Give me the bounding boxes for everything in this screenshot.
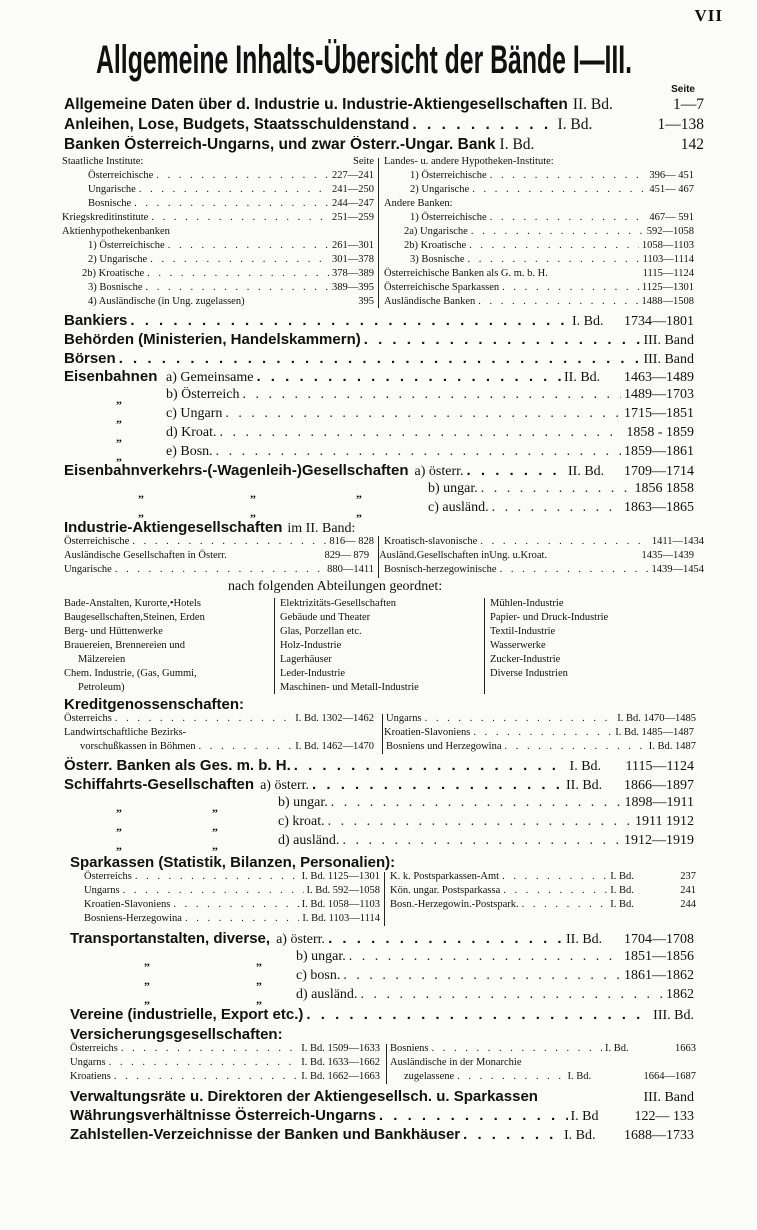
bank-row[interactable]: 1) Österreichische . . . 261—301 — [62, 240, 374, 254]
column-divider — [378, 158, 379, 308]
category-item[interactable]: Diverse Industrien — [490, 668, 568, 679]
bank-row[interactable]: 2a) Ungarische . . . 592—1058 — [384, 226, 694, 240]
toc-sub-schiff-d[interactable]: d) ausländ. . . . 1912—1919 — [278, 833, 694, 849]
toc-sub-evg-c[interactable]: c) ausländ. . . . 1863—1865 — [428, 500, 694, 516]
list-item[interactable]: Landwirtschaftliche Bezirks- Kroatien-Slavoniens . . . I. Bd. 1485—1487 — [64, 727, 694, 741]
toc-entry-vereine[interactable]: Vereine (industrielle, Export etc.) . . . III. Bd. — [70, 1006, 694, 1024]
kredit-list — [64, 713, 694, 755]
bank-row[interactable]: Landes- u. andere Hypotheken-Institute: — [384, 156, 554, 167]
entry-label: Anleihen, Lose, Budgets, Staatsschuldenstand — [64, 116, 410, 133]
category-item[interactable]: Holz-Industrie — [280, 640, 342, 651]
category-item[interactable]: Lagerhäuser — [280, 654, 332, 665]
list-item[interactable]: Kroatiens . . . I. Bd. 1662—1663 zugelassene . . . I. Bd. 1664—1687 — [70, 1071, 696, 1085]
ditto-mark: „ — [116, 411, 122, 425]
ditto-mark: „ — [144, 954, 150, 968]
list-item[interactable]: Ungarns . . . I. Bd. 1633—1662 Ausländische in der Monarchie — [70, 1057, 696, 1071]
ditto-mark: „ — [212, 838, 218, 852]
ditto-mark: „ — [256, 954, 262, 968]
ditto-mark: „ — [144, 973, 150, 987]
toc-sub-evg-b[interactable]: b) ungar. . . . 1856 1858 — [428, 481, 694, 497]
toc-entry-waehrung[interactable]: Währungsverhältnisse Österreich-Ungarns . . . I. Bd 122— 133 — [70, 1107, 694, 1125]
toc-entry-bankiers[interactable]: Bankiers . . . I. Bd. 1734—1801 — [64, 312, 694, 330]
list-item[interactable]: Ausländische Gesellschaften in Österr. 829— 879 Ausländ.Gesellschaften inUng. u.Kroat. 1435—1439 — [64, 550, 694, 561]
toc-sub-transport-b[interactable]: b) ungar. . . . 1851—1856 — [296, 949, 694, 965]
bank-row[interactable]: Österreichische Sparkassen . . . 1125—1301 — [384, 282, 694, 296]
bank-row[interactable]: 2b) Kroatische . . . 378—389 — [62, 268, 374, 282]
toc-entry-schiffahrt[interactable]: Schiffahrts-Gesellschaften a) österr. . . . II. Bd. 1866—1897 — [64, 776, 694, 794]
category-item[interactable]: Brauereien, Brennereien und — [64, 640, 185, 651]
column-divider — [382, 714, 383, 754]
ditto-mark: „ — [116, 800, 122, 814]
ditto-mark: „ — [138, 486, 144, 500]
toc-sub-eisenbahn-b[interactable]: b) Österreich . . . 1489—1703 — [166, 387, 694, 403]
ditto-mark: „ — [212, 800, 218, 814]
banks-right-column — [384, 156, 694, 310]
toc-entry-gmbh[interactable]: Österr. Banken als Ges. m. b. H. . . . I. Bd. 1115—1124 — [64, 757, 694, 775]
bank-row[interactable]: 2b) Kroatische . . . 1058—1103 — [384, 240, 694, 254]
banks-left-column — [62, 156, 374, 310]
toc-entry-transport[interactable]: Transportanstalten, diverse, a) österr. . . . II. Bd. 1704—1708 — [70, 930, 694, 948]
list-item[interactable]: vorschußkassen in Böhmen . . . I. Bd. 1462—1470 Bosniens und Herzegowina . . . I. Bd. 1487 — [64, 741, 694, 755]
category-item[interactable]: Wasserwerke — [490, 640, 546, 651]
industrie-categories-1 — [64, 598, 274, 696]
bank-row[interactable]: Österreichische Banken als G. m. b. H. 1115—1124 — [384, 268, 694, 279]
category-item[interactable]: Berg- und Hüttenwerke — [64, 626, 163, 637]
entry-volume: II. Bd. — [572, 96, 613, 113]
versicherung-list — [70, 1043, 696, 1085]
ditto-mark: „ — [250, 486, 256, 500]
category-item[interactable]: Textil-Industrie — [490, 626, 556, 637]
toc-entry-anleihen[interactable] — [64, 116, 704, 134]
entry-pages: 142 — [680, 136, 704, 153]
bank-row[interactable]: 1) Österreichische . . . 396— 451 — [384, 170, 694, 184]
entry-pages: 1—7 — [673, 96, 704, 113]
list-item[interactable]: Ungarische . . . 880—1411 Bosnisch-herzegowinische . . . 1439—1454 — [64, 564, 694, 578]
ditto-mark: „ — [116, 838, 122, 852]
ditto-mark: „ — [256, 992, 262, 1006]
toc-sub-transport-c[interactable]: c) bosn. . . . 1861—1862 — [296, 968, 694, 984]
toc-sub-schiff-c[interactable]: c) kroat. . . . 1911 1912 — [278, 814, 694, 830]
toc-entry-zahlstellen[interactable]: Zahlstellen-Verzeichnisse der Banken und Bankhäuser . . . I. Bd. 1688—1733 — [70, 1126, 694, 1144]
list-item[interactable]: Bosniens-Herzegowina . . . I. Bd. 1103—1114 — [84, 913, 696, 927]
column-divider — [386, 1044, 387, 1084]
column-divider — [484, 598, 485, 694]
list-item[interactable]: Österreichs . . . I. Bd. 1302—1462 Ungarns . . . I. Bd. 1470—1485 — [64, 713, 694, 727]
page-number: VII — [694, 6, 723, 25]
entry-label: Allgemeine Daten über d. Industrie u. Industrie-Aktiengesellschaften — [64, 96, 568, 113]
category-item[interactable]: Papier- und Druck-Industrie — [490, 612, 609, 623]
category-item[interactable]: Petroleum) — [78, 682, 125, 693]
category-item[interactable]: Maschinen- und Metall-Industrie — [280, 682, 419, 693]
ditto-mark: „ — [212, 819, 218, 833]
ditto-mark: „ — [356, 486, 362, 500]
toc-entry-allgemeine[interactable] — [64, 96, 704, 114]
ditto-mark: „ — [116, 392, 122, 406]
industrie-note: nach folgenden Abteilungen geordnet: — [228, 579, 443, 594]
kredit-heading[interactable]: Kreditgenossenschaften: — [64, 696, 245, 713]
toc-entry-verwaltungsraete[interactable]: Verwaltungsräte u. Direktoren der Aktiengesellsch. u. Sparkassen III. Band — [70, 1088, 694, 1105]
ditto-mark: „ — [116, 430, 122, 444]
bank-row[interactable]: Andere Banken: — [384, 198, 453, 209]
list-item[interactable]: Österreichs . . . I. Bd. 1125—1301 K. k. Postsparkassen-Amt . . . I. Bd. 237 — [84, 871, 696, 885]
ditto-mark: „ — [116, 819, 122, 833]
bank-row[interactable]: 3) Bosnische . . . 389—395 — [62, 282, 374, 296]
sparkassen-heading[interactable]: Sparkassen (Statistik, Bilanzen, Personalien): — [70, 854, 396, 871]
list-item[interactable]: Österreichs . . . I. Bd. 1509—1633 Bosniens . . . I. Bd. 1663 — [70, 1043, 696, 1057]
toc-entry-boersen[interactable]: Börsen . . . III. Band — [64, 350, 694, 368]
page-title: Allgemeine Inhalts-Übersicht der Bände I—III. — [96, 38, 633, 82]
ditto-mark: „ — [138, 505, 144, 519]
bank-row[interactable]: Ausländische Banken . . . 1488—1508 — [384, 296, 694, 310]
list-item[interactable]: Kroatien-Slavoniens . . . I. Bd. 1058—1103 Bosn.-Herzegowin.-Postspark. . . . I. Bd. 244 — [84, 899, 696, 913]
toc-sub-eisenbahn-d[interactable]: d) Kroat. . . . 1858 - 1859 — [166, 425, 694, 441]
toc-entry-eisenbahnverkehr[interactable]: Eisenbahnverkehrs-(-Wagenleih-)Gesellschaften a) österr. . . . II. Bd. 1709—1714 — [64, 462, 694, 480]
bank-row[interactable]: Österreichische . . . 227—241 — [62, 170, 374, 184]
category-item[interactable]: Mühlen-Industrie — [490, 598, 564, 609]
entry-volume: I. Bd. — [557, 116, 593, 133]
category-item[interactable]: Leder-Industrie — [280, 668, 346, 679]
toc-sub-transport-d[interactable]: d) ausländ. . . . 1862 — [296, 987, 694, 1003]
entry-pages: 1—138 — [657, 116, 704, 133]
toc-entry-banken[interactable] — [64, 136, 704, 154]
industrie-heading[interactable]: Industrie-Aktiengesellschaften im II. Band: — [64, 519, 356, 536]
category-item[interactable]: Baugesellschaften,Steinen, Erden — [64, 612, 205, 623]
entry-label: Banken Österreich-Ungarns, und zwar Österr.-Ungar. Bank — [64, 136, 496, 153]
bank-row[interactable]: Ungarische . . . 241—250 — [62, 184, 374, 198]
category-item[interactable]: Elektrizitäts-Gesellschaften — [280, 598, 397, 609]
toc-sub-eisenbahn-e[interactable]: e) Bosn. . . . 1859—1861 — [166, 444, 694, 460]
category-item[interactable]: Glas, Porzellan etc. — [280, 626, 362, 637]
leader-dots — [412, 116, 554, 134]
bank-row[interactable]: Kriegskreditinstitute . . . 251—259 — [62, 212, 374, 226]
category-item[interactable]: Gebäude und Theater — [280, 612, 371, 623]
bank-row[interactable]: Bosnische . . . 244—247 — [62, 198, 374, 212]
sparkassen-list — [84, 871, 696, 927]
seite-header: Seite — [671, 84, 695, 95]
bank-row[interactable]: 4) Ausländische (in Ung. zugelassen) 395 — [88, 296, 374, 307]
column-divider — [378, 536, 379, 578]
ditto-mark: „ — [144, 992, 150, 1006]
toc-sub-eisenbahn-c[interactable]: c) Ungarn . . . 1715—1851 — [166, 406, 694, 422]
ditto-mark: „ — [356, 505, 362, 519]
category-item[interactable]: Zucker-Industrie — [490, 654, 561, 665]
bank-row[interactable]: 3) Bosnische . . . 1103—1114 — [384, 254, 694, 268]
bank-row[interactable]: Aktienhypothekenbanken — [62, 226, 170, 237]
toc-sub-schiff-b[interactable]: b) ungar. . . . 1898—1911 — [278, 795, 694, 811]
list-item[interactable]: Österreichische . . . 816— 828 Kroatisch-slavonische . . . 1411—1434 — [64, 536, 694, 550]
column-divider — [384, 872, 385, 926]
versicherung-heading[interactable]: Versicherungsgesellschaften: — [70, 1026, 283, 1043]
industrie-list — [64, 536, 704, 578]
ditto-mark: „ — [250, 505, 256, 519]
category-item[interactable]: Bade-Anstalten, Kurorte,•Hotels — [64, 598, 201, 609]
list-item[interactable]: Ungarns . . . I. Bd. 592—1058 Kön. ungar. Postsparkassa . . . I. Bd. 241 — [84, 885, 696, 899]
ditto-mark: „ — [256, 973, 262, 987]
bank-row[interactable]: 2) Ungarische . . . 301—378 — [62, 254, 374, 268]
bank-row[interactable]: 1) Österreichische . . . 467— 591 — [384, 212, 694, 226]
ditto-mark: „ — [116, 449, 122, 463]
industrie-categories-2 — [280, 598, 490, 696]
bank-row[interactable]: 2) Ungarische . . . 451— 467 — [384, 184, 694, 198]
category-item[interactable]: Mälzereien — [78, 654, 126, 665]
toc-entry-behoerden[interactable]: Behörden (Ministerien, Handelskammern) . . . III. Band — [64, 331, 694, 349]
bank-row[interactable]: Staatliche Institute: Seite — [62, 156, 374, 167]
category-item[interactable]: Chem. Industrie, (Gas, Gummi, — [64, 668, 197, 679]
industrie-categories-3 — [490, 598, 694, 682]
toc-entry-eisenbahnen[interactable]: Eisenbahnen a) Gemeinsame . . . II. Bd. 1463—1489 — [64, 368, 694, 386]
column-divider — [274, 598, 275, 694]
entry-volume: I. Bd. — [499, 136, 535, 153]
